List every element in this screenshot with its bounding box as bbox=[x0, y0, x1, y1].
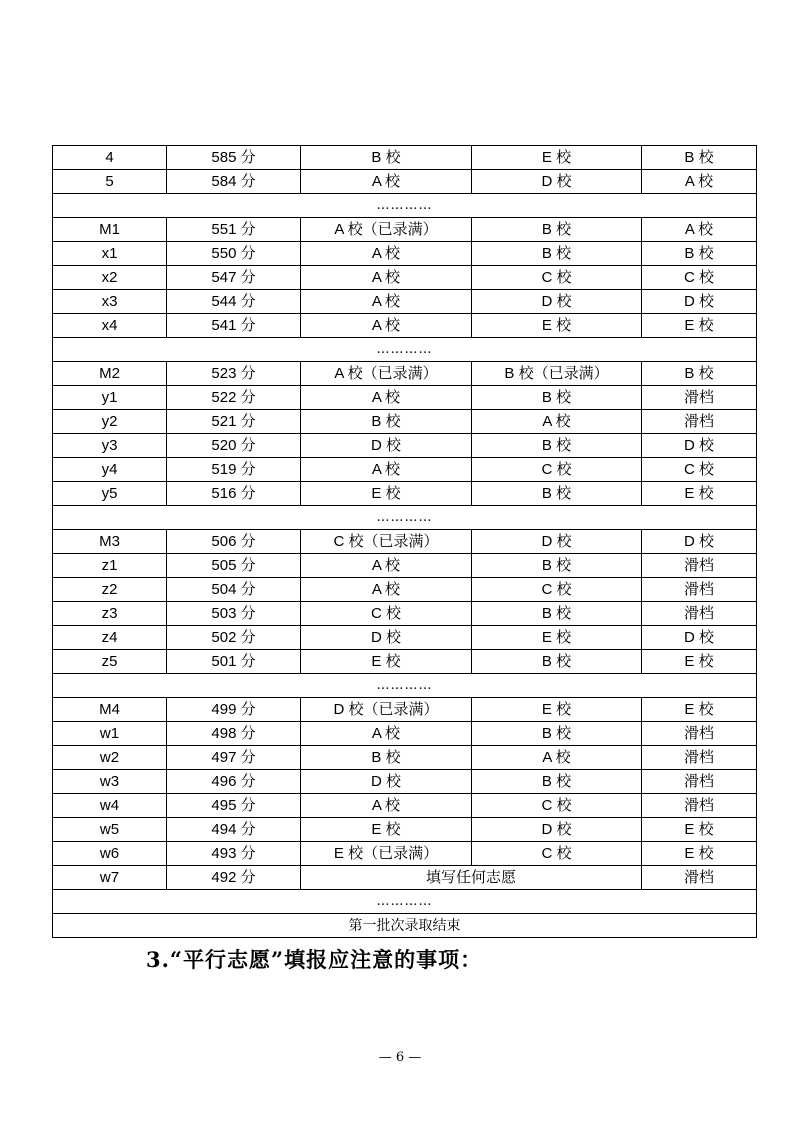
table-cell: A 校 bbox=[301, 242, 472, 266]
table-cell: B 校 bbox=[472, 554, 642, 578]
table-cell: 502 分 bbox=[167, 626, 301, 650]
table-cell: w3 bbox=[53, 770, 167, 794]
table-row bbox=[53, 746, 757, 770]
table-cell: A 校（已录满） bbox=[301, 362, 472, 386]
ellipsis-row bbox=[53, 674, 757, 698]
table-cell: A 校 bbox=[301, 314, 472, 338]
table-cell: E 校 bbox=[642, 482, 757, 506]
table-cell: C 校 bbox=[642, 266, 757, 290]
table-cell: 544 分 bbox=[167, 290, 301, 314]
table-cell: E 校 bbox=[642, 650, 757, 674]
table-cell: A 校 bbox=[301, 386, 472, 410]
table-row bbox=[53, 218, 757, 242]
table-cell: B 校 bbox=[472, 722, 642, 746]
table-row bbox=[53, 458, 757, 482]
table-cell: M3 bbox=[53, 530, 167, 554]
table-cell: x3 bbox=[53, 290, 167, 314]
table-cell: 滑档 bbox=[642, 410, 757, 434]
table-cell: B 校 bbox=[642, 242, 757, 266]
table-cell: B 校 bbox=[301, 146, 472, 170]
table-cell: E 校 bbox=[301, 650, 472, 674]
table-cell: D 校 bbox=[301, 770, 472, 794]
table-cell: D 校（已录满） bbox=[301, 698, 472, 722]
page-number: — 6 — bbox=[378, 1050, 422, 1065]
table-cell: 495 分 bbox=[167, 794, 301, 818]
table-row bbox=[53, 290, 757, 314]
table-cell: A 校（已录满） bbox=[301, 218, 472, 242]
table-cell: w7 bbox=[53, 866, 167, 890]
table-cell: w4 bbox=[53, 794, 167, 818]
table-cell: w1 bbox=[53, 722, 167, 746]
table-cell: C 校 bbox=[472, 266, 642, 290]
table-cell: 584 分 bbox=[167, 170, 301, 194]
table-cell: B 校 bbox=[301, 746, 472, 770]
table-cell: w5 bbox=[53, 818, 167, 842]
table-cell: D 校 bbox=[642, 434, 757, 458]
table-cell: E 校 bbox=[642, 314, 757, 338]
table-cell: E 校 bbox=[301, 818, 472, 842]
table-cell: y3 bbox=[53, 434, 167, 458]
table-cell: z1 bbox=[53, 554, 167, 578]
table-cell: 滑档 bbox=[642, 722, 757, 746]
table-cell: 503 分 bbox=[167, 602, 301, 626]
table-cell: B 校 bbox=[472, 482, 642, 506]
table-cell: D 校 bbox=[642, 290, 757, 314]
table-cell: E 校 bbox=[472, 698, 642, 722]
table-row bbox=[53, 482, 757, 506]
table-cell: A 校 bbox=[301, 578, 472, 602]
table-row bbox=[53, 410, 757, 434]
table-cell: D 校 bbox=[642, 530, 757, 554]
table-cell: z5 bbox=[53, 650, 167, 674]
table-cell: E 校 bbox=[642, 698, 757, 722]
table-cell: A 校 bbox=[642, 218, 757, 242]
ellipsis-row bbox=[53, 194, 757, 218]
table-cell: B 校 bbox=[472, 434, 642, 458]
table-cell: 522 分 bbox=[167, 386, 301, 410]
table-cell: M4 bbox=[53, 698, 167, 722]
table-cell: y5 bbox=[53, 482, 167, 506]
table-cell: x1 bbox=[53, 242, 167, 266]
table-cell: E 校（已录满） bbox=[301, 842, 472, 866]
table-cell: B 校 bbox=[642, 362, 757, 386]
table-cell: z2 bbox=[53, 578, 167, 602]
table-cell: 497 分 bbox=[167, 746, 301, 770]
table-row bbox=[53, 818, 757, 842]
table-cell: B 校 bbox=[472, 242, 642, 266]
ellipsis-cell: ………… bbox=[53, 194, 757, 218]
batch-end-row bbox=[53, 914, 757, 938]
table-cell: 550 分 bbox=[167, 242, 301, 266]
table-cell: C 校 bbox=[472, 578, 642, 602]
table-cell: D 校 bbox=[301, 626, 472, 650]
table-row bbox=[53, 794, 757, 818]
table-cell: E 校 bbox=[472, 626, 642, 650]
table-cell: A 校 bbox=[301, 794, 472, 818]
table-cell: A 校 bbox=[301, 722, 472, 746]
table-cell: D 校 bbox=[472, 170, 642, 194]
table-cell: y4 bbox=[53, 458, 167, 482]
table-cell: 492 分 bbox=[167, 866, 301, 890]
table-cell: 516 分 bbox=[167, 482, 301, 506]
table-cell: C 校 bbox=[472, 794, 642, 818]
table-cell: D 校 bbox=[642, 626, 757, 650]
table-cell: 551 分 bbox=[167, 218, 301, 242]
table-row bbox=[53, 698, 757, 722]
table-row bbox=[53, 770, 757, 794]
table-cell: B 校 bbox=[472, 650, 642, 674]
table-cell: 541 分 bbox=[167, 314, 301, 338]
ellipsis-row bbox=[53, 338, 757, 362]
table-row bbox=[53, 866, 757, 890]
table-cell: A 校 bbox=[301, 554, 472, 578]
ellipsis-cell: ………… bbox=[53, 674, 757, 698]
table-cell: 滑档 bbox=[642, 554, 757, 578]
table-cell: 505 分 bbox=[167, 554, 301, 578]
table-row bbox=[53, 842, 757, 866]
table-cell: y2 bbox=[53, 410, 167, 434]
table-cell: w6 bbox=[53, 842, 167, 866]
table-cell: w2 bbox=[53, 746, 167, 770]
table-cell: M2 bbox=[53, 362, 167, 386]
table-cell: A 校 bbox=[301, 458, 472, 482]
table-cell: 滑档 bbox=[642, 386, 757, 410]
table-cell: D 校 bbox=[472, 818, 642, 842]
table-cell: E 校 bbox=[472, 314, 642, 338]
ellipsis-cell: ………… bbox=[53, 338, 757, 362]
table-cell: B 校 bbox=[472, 218, 642, 242]
table-cell: 520 分 bbox=[167, 434, 301, 458]
ellipsis-cell: ………… bbox=[53, 506, 757, 530]
table-row bbox=[53, 434, 757, 458]
table-row bbox=[53, 578, 757, 602]
table-row bbox=[53, 626, 757, 650]
admission-table bbox=[52, 145, 757, 938]
table-cell: 521 分 bbox=[167, 410, 301, 434]
table-row bbox=[53, 170, 757, 194]
table-cell: z3 bbox=[53, 602, 167, 626]
ellipsis-row bbox=[53, 890, 757, 914]
table-cell: B 校（已录满） bbox=[472, 362, 642, 386]
table-cell: C 校 bbox=[472, 842, 642, 866]
table-cell: E 校 bbox=[301, 482, 472, 506]
table-cell: 501 分 bbox=[167, 650, 301, 674]
table-row bbox=[53, 602, 757, 626]
table-row bbox=[53, 314, 757, 338]
table-cell: A 校 bbox=[472, 746, 642, 770]
table-cell: A 校 bbox=[472, 410, 642, 434]
table-row bbox=[53, 146, 757, 170]
table-cell: M1 bbox=[53, 218, 167, 242]
table-row bbox=[53, 386, 757, 410]
ellipsis-cell: ………… bbox=[53, 890, 757, 914]
table-cell: 585 分 bbox=[167, 146, 301, 170]
table-cell: 493 分 bbox=[167, 842, 301, 866]
table-cell: 滑档 bbox=[642, 866, 757, 890]
table-cell: y1 bbox=[53, 386, 167, 410]
table-cell: 滑档 bbox=[642, 602, 757, 626]
table-cell: D 校 bbox=[301, 434, 472, 458]
table-cell: C 校（已录满） bbox=[301, 530, 472, 554]
table-cell: B 校 bbox=[301, 410, 472, 434]
table-cell: 滑档 bbox=[642, 578, 757, 602]
table-cell: C 校 bbox=[472, 458, 642, 482]
table-cell: B 校 bbox=[472, 602, 642, 626]
table-cell: 填写任何志愿 bbox=[301, 866, 642, 890]
table-cell: x4 bbox=[53, 314, 167, 338]
table-cell: 523 分 bbox=[167, 362, 301, 386]
table-cell: C 校 bbox=[301, 602, 472, 626]
table-cell: E 校 bbox=[472, 146, 642, 170]
table-cell: A 校 bbox=[301, 170, 472, 194]
table-cell: 494 分 bbox=[167, 818, 301, 842]
table-row bbox=[53, 530, 757, 554]
table-cell: E 校 bbox=[642, 842, 757, 866]
table-cell: C 校 bbox=[642, 458, 757, 482]
table-cell: 5 bbox=[53, 170, 167, 194]
table-cell: 滑档 bbox=[642, 770, 757, 794]
table-row bbox=[53, 362, 757, 386]
table-cell: B 校 bbox=[642, 146, 757, 170]
table-cell: 4 bbox=[53, 146, 167, 170]
section-heading: 3.“平行志愿”填报应注意的事项： bbox=[146, 947, 483, 972]
batch-end-cell: 第一批次录取结束 bbox=[53, 914, 757, 938]
table-row bbox=[53, 722, 757, 746]
table-cell: 519 分 bbox=[167, 458, 301, 482]
table-cell: 496 分 bbox=[167, 770, 301, 794]
table-cell: 506 分 bbox=[167, 530, 301, 554]
table-cell: x2 bbox=[53, 266, 167, 290]
table-cell: z4 bbox=[53, 626, 167, 650]
table-cell: D 校 bbox=[472, 290, 642, 314]
table-cell: 547 分 bbox=[167, 266, 301, 290]
table-row bbox=[53, 266, 757, 290]
ellipsis-row bbox=[53, 506, 757, 530]
table-cell: A 校 bbox=[301, 266, 472, 290]
table-cell: 滑档 bbox=[642, 746, 757, 770]
table-cell: D 校 bbox=[472, 530, 642, 554]
table-row bbox=[53, 554, 757, 578]
table-cell: 499 分 bbox=[167, 698, 301, 722]
table-cell: 504 分 bbox=[167, 578, 301, 602]
table-cell: 498 分 bbox=[167, 722, 301, 746]
table-cell: B 校 bbox=[472, 386, 642, 410]
table-cell: E 校 bbox=[642, 818, 757, 842]
table-row bbox=[53, 242, 757, 266]
table-cell: A 校 bbox=[642, 170, 757, 194]
admission-table-body bbox=[53, 146, 757, 938]
table-cell: B 校 bbox=[472, 770, 642, 794]
table-cell: A 校 bbox=[301, 290, 472, 314]
table-row bbox=[53, 650, 757, 674]
table-cell: 滑档 bbox=[642, 794, 757, 818]
